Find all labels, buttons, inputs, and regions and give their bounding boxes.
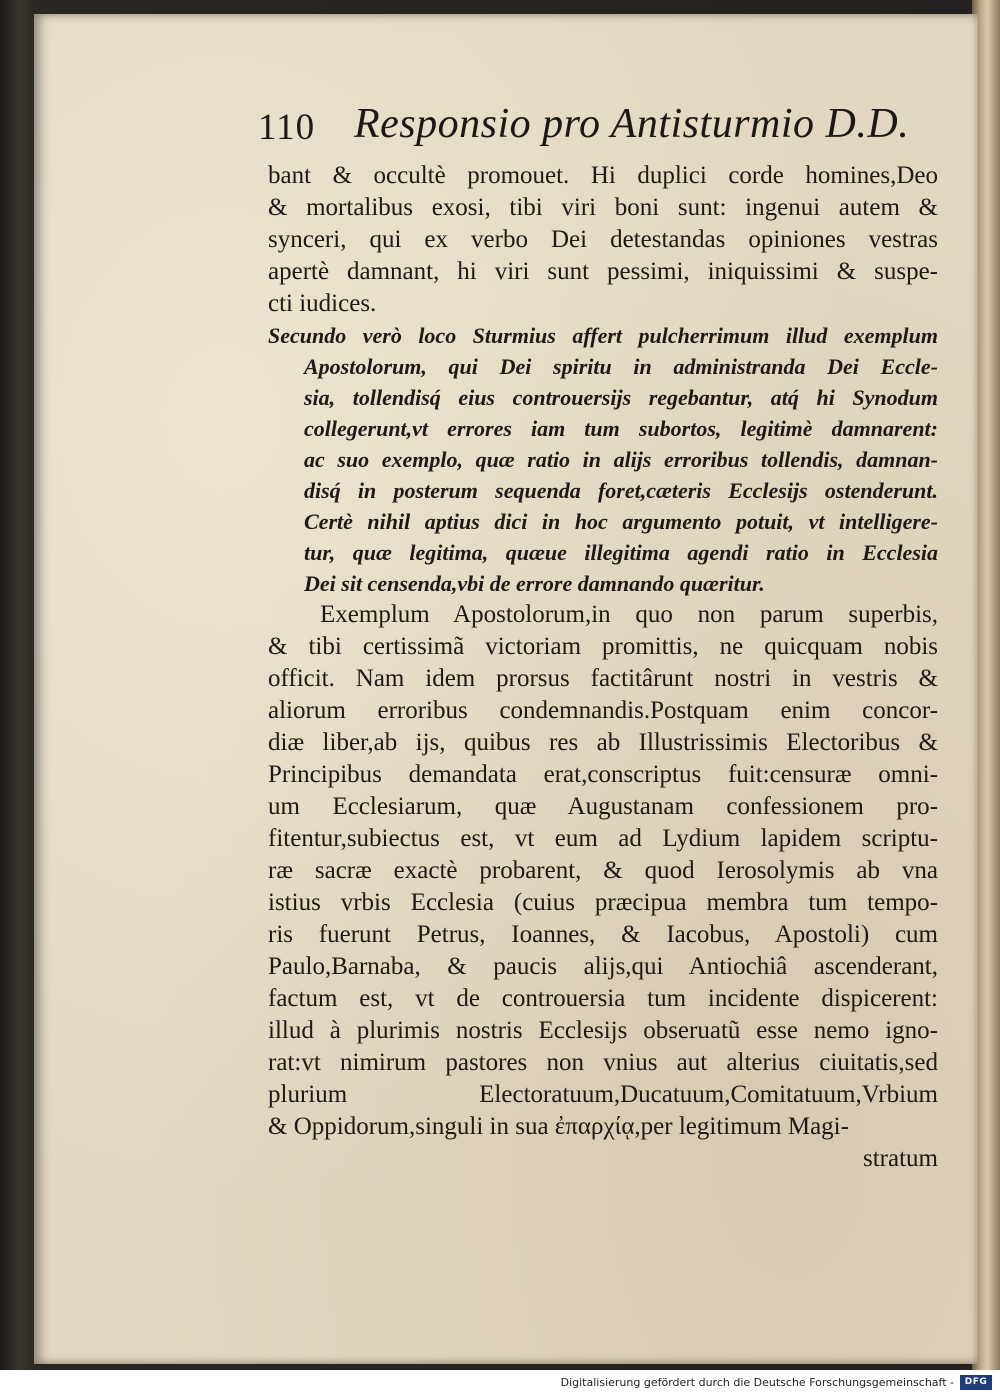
- catchword: stratum: [863, 1145, 938, 1172]
- digitization-footer: [0, 1370, 1000, 1396]
- running-title: Responsio pro Antisturmio D.D.: [354, 101, 910, 147]
- quote-line: Apostolorum, qui Dei spiritu in administranda Dei Eccle-: [304, 354, 938, 379]
- para2-line: ræ sacræ exactè probarent, & quod Ierosolymis ab vna: [268, 857, 938, 884]
- para2-line: plurium Electoratuum,Ducatuum,Comitatuum,Vrbium: [268, 1081, 938, 1108]
- para1-line: bant & occultè promouet. Hi duplici corde homines,Deo: [268, 162, 938, 189]
- para2-line: um Ecclesiarum, quæ Augustanam confessionem pro-: [268, 793, 938, 820]
- paragraph-2: [268, 599, 938, 1143]
- quote-line: Dei sit censenda,vbi de errore damnando quæritur.: [304, 571, 765, 596]
- quote-line: collegerunt,vt errores iam tum subortos, legitimè damnarent:: [304, 416, 938, 441]
- para2-line: Paulo,Barnaba, & paucis alijs,qui Antiochiâ ascenderant,: [268, 953, 938, 980]
- quote-line: disq́ in posterum sequenda foret,cæteris Ecclesijs ostenderunt.: [304, 478, 938, 503]
- para2-line: & tibi certissimã victoriam promittis, ne quicquam nobis: [268, 633, 938, 660]
- dfg-logo: DFG: [960, 1375, 992, 1390]
- funding-credit: Digitalisierung gefördert durch die Deutsche Forschungsgemeinschaft -: [560, 1376, 954, 1389]
- para2-line: & Oppidorum,singuli in sua ἐπαρχίᾳ,per legitimum Magi-: [268, 1113, 849, 1140]
- para2-line: diæ liber,ab ijs, quibus res ab Illustrissimis Electoribus &: [268, 729, 938, 756]
- quote-line: Certè nihil aptius dici in hoc argumento potuit, vt intelligere-: [304, 509, 938, 534]
- para2-line: illud à plurimis nostris Ecclesijs obseruatũ esse nemo igno-: [268, 1017, 938, 1044]
- para2-line: Principibus demandata erat,conscriptus fuit:censuræ omni-: [268, 761, 938, 788]
- para2-line: rat:vt nimirum pastores non vnius aut alterius ciuitatis,sed: [268, 1049, 938, 1076]
- page-header: [258, 100, 938, 160]
- para1-line: & mortalibus exosi, tibi viri boni sunt: ingenui autem &: [268, 194, 938, 221]
- para2-line: officit. Nam idem prorsus factitârunt nostri in vestris &: [268, 665, 938, 692]
- para1-line: apertè damnant, hi viri sunt pessimi, iniquissimi & suspe-: [268, 258, 938, 285]
- para2-line: istius vrbis Ecclesia (cuius præcipua membra tum tempo-: [268, 889, 938, 916]
- para1-line: synceri, qui ex verbo Dei detestandas opiniones vestras: [268, 226, 938, 253]
- para2-line: ris fuerunt Petrus, Ioannes, & Iacobus, Apostoli) cum: [268, 921, 938, 948]
- page-number: 110: [258, 107, 316, 148]
- quote-line: sia, tollendisq́ eius controuersijs regebantur, atq́ hi Synodum: [304, 385, 938, 410]
- quote-line: ac suo exemplo, quæ ratio in alijs erroribus tollendis, damnan-: [304, 447, 938, 472]
- quote-line: tur, quæ legitima, quæue illegitima agendi ratio in Ecclesia: [304, 540, 938, 565]
- quoted-passage: [268, 320, 938, 599]
- para2-line: aliorum erroribus condemnandis.Postquam enim concor-: [268, 697, 938, 724]
- para1-line: cti iudices.: [268, 290, 377, 317]
- paragraph-1: [268, 160, 938, 320]
- para2-line: fitentur,subiectus est, vt eum ad Lydium lapidem scriptu-: [268, 825, 938, 852]
- para2-line: factum est, vt de controuersia tum incidente dispicerent:: [268, 985, 938, 1012]
- text-block: [268, 160, 938, 1175]
- para2-line: Exemplum Apostolorum,in quo non parum superbis,: [320, 601, 938, 628]
- quote-line: Secundo verò loco Sturmius affert pulcherrimum illud exemplum: [268, 323, 938, 348]
